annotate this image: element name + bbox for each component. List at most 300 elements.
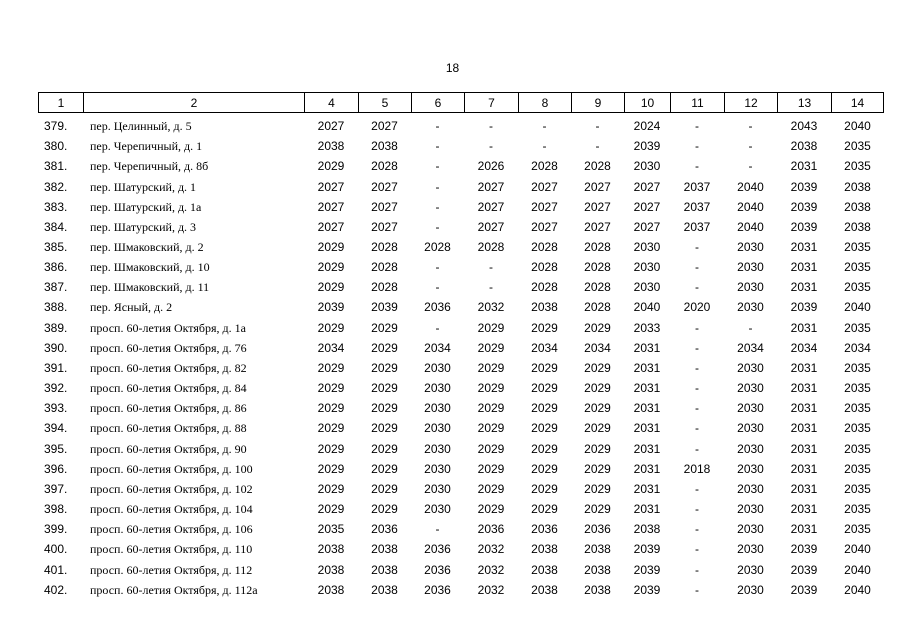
table-row (38, 156, 884, 176)
data-table (38, 92, 884, 597)
cell-col-5: 2038 (371, 582, 398, 597)
cell-col-8: 2034 (531, 340, 558, 355)
cell-col-6: 2030 (424, 360, 451, 375)
cell-col-9: 2029 (584, 461, 611, 476)
cell-col-8: 2029 (531, 401, 558, 416)
cell-col-12: 2030 (737, 582, 764, 597)
cell-col-7: 2032 (477, 542, 505, 557)
cell-col-8: 2036 (531, 522, 558, 537)
cell-col-5: 2029 (371, 481, 398, 496)
cell-col-6: 2030 (424, 401, 451, 416)
cell-col-6: - (435, 159, 440, 174)
cell-col-5: 2029 (371, 461, 398, 476)
cell-col-13: 2038 (790, 139, 818, 154)
cell-col-5: 2028 (371, 280, 398, 295)
address-cell: просп. 60-летия Октября, д. 104 (90, 502, 253, 517)
cell-col-9: 2028 (584, 260, 611, 275)
row-number: 385. (44, 240, 68, 255)
cell-col-14: 2040 (844, 300, 871, 315)
cell-col-6: - (435, 179, 440, 194)
cell-col-7: 2027 (477, 219, 505, 234)
table-row (38, 176, 884, 196)
cell-col-6: 2030 (424, 421, 451, 436)
cell-col-13: 2031 (790, 401, 818, 416)
cell-col-9: - (595, 139, 600, 154)
cell-col-11: 2037 (683, 219, 711, 234)
column-header-11: 11 (670, 93, 724, 112)
cell-col-11: - (695, 260, 699, 275)
cell-col-7: 2029 (477, 481, 505, 496)
cell-col-14: 2034 (844, 340, 871, 355)
cell-col-11: 2018 (683, 461, 711, 476)
cell-col-5: 2027 (371, 119, 398, 134)
cell-col-8: 2029 (531, 381, 558, 396)
cell-col-13: 2031 (790, 381, 818, 396)
cell-col-12: 2040 (737, 179, 764, 194)
column-header-1: 1 (38, 93, 83, 112)
cell-col-9: 2029 (584, 381, 611, 396)
cell-col-13: 2031 (790, 502, 818, 517)
cell-col-4: 2029 (317, 461, 345, 476)
row-number: 397. (44, 481, 68, 496)
cell-col-11: - (695, 481, 699, 496)
cell-col-12: 2030 (737, 522, 764, 537)
cell-col-14: 2035 (844, 481, 871, 496)
table-row (38, 459, 884, 479)
cell-col-10: 2031 (633, 421, 661, 436)
cell-col-14: 2035 (844, 240, 871, 255)
address-cell: просп. 60-летия Октября, д. 1а (90, 320, 246, 335)
cell-col-13: 2031 (790, 522, 818, 537)
row-number: 395. (44, 441, 68, 456)
cell-col-6: - (435, 260, 440, 275)
cell-col-14: 2035 (844, 260, 871, 275)
cell-col-7: 2029 (477, 320, 505, 335)
row-number: 400. (44, 542, 68, 557)
column-header-5: 5 (358, 93, 411, 112)
table-row (38, 237, 884, 257)
cell-col-5: 2029 (371, 401, 398, 416)
row-number: 394. (44, 421, 68, 436)
column-header-14: 14 (831, 93, 884, 112)
cell-col-5: 2027 (371, 179, 398, 194)
cell-col-12: 2030 (737, 421, 764, 436)
cell-col-12: 2030 (737, 381, 764, 396)
table-row (38, 136, 884, 156)
cell-col-8: 2029 (531, 481, 558, 496)
cell-col-5: 2028 (371, 240, 398, 255)
cell-col-6: - (435, 320, 440, 335)
table-row (38, 439, 884, 459)
cell-col-14: 2035 (844, 159, 871, 174)
cell-col-10: 2031 (633, 461, 661, 476)
cell-col-14: 2038 (844, 179, 871, 194)
table-row (38, 338, 884, 358)
cell-col-11: - (695, 280, 699, 295)
cell-col-10: 2027 (633, 179, 661, 194)
cell-col-9: 2029 (584, 481, 611, 496)
cell-col-8: 2027 (531, 219, 558, 234)
cell-col-11: - (695, 360, 699, 375)
row-number: 388. (44, 300, 68, 315)
cell-col-11: - (695, 240, 699, 255)
row-number: 382. (44, 179, 68, 194)
cell-col-8: 2029 (531, 360, 558, 375)
cell-col-7: - (489, 119, 493, 134)
cell-col-6: - (435, 119, 440, 134)
cell-col-4: 2035 (317, 522, 345, 537)
cell-col-4: 2029 (317, 401, 345, 416)
cell-col-6: - (435, 280, 440, 295)
cell-col-14: 2035 (844, 421, 871, 436)
cell-col-8: 2029 (531, 461, 558, 476)
row-number: 389. (44, 320, 68, 335)
cell-col-12: 2030 (737, 542, 764, 557)
cell-col-5: 2027 (371, 219, 398, 234)
cell-col-4: 2038 (317, 542, 345, 557)
cell-col-7: 2029 (477, 381, 505, 396)
table-row (38, 539, 884, 559)
column-header-4: 4 (304, 93, 358, 112)
cell-col-4: 2039 (317, 300, 345, 315)
cell-col-8: 2027 (531, 179, 558, 194)
cell-col-9: 2029 (584, 401, 611, 416)
address-cell: пер. Шмаковский, д. 2 (90, 240, 204, 255)
table-row (38, 559, 884, 579)
cell-col-10: 2039 (633, 139, 661, 154)
cell-col-13: 2031 (790, 461, 818, 476)
cell-col-10: 2031 (633, 401, 661, 416)
cell-col-10: 2027 (633, 199, 661, 214)
cell-col-7: 2029 (477, 360, 505, 375)
cell-col-7: 2029 (477, 502, 505, 517)
table-row (38, 499, 884, 519)
column-header-13: 13 (777, 93, 831, 112)
cell-col-11: - (695, 320, 699, 335)
cell-col-6: - (435, 522, 440, 537)
cell-col-7: 2032 (477, 582, 505, 597)
cell-col-6: - (435, 199, 440, 214)
cell-col-13: 2031 (790, 260, 818, 275)
row-number: 390. (44, 340, 68, 355)
cell-col-4: 2029 (317, 381, 345, 396)
cell-col-5: 2029 (371, 502, 398, 517)
cell-col-7: 2027 (477, 179, 505, 194)
cell-col-5: 2038 (371, 562, 398, 577)
cell-col-14: 2040 (844, 542, 871, 557)
cell-col-7: 2032 (477, 300, 505, 315)
cell-col-9: 2034 (584, 340, 611, 355)
cell-col-8: 2028 (531, 280, 558, 295)
address-cell: пер. Шатурский, д. 1а (90, 199, 202, 214)
row-number: 379. (44, 119, 68, 134)
cell-col-7: 2029 (477, 340, 505, 355)
cell-col-8: 2029 (531, 421, 558, 436)
cell-col-4: 2034 (317, 340, 345, 355)
cell-col-10: 2027 (633, 219, 661, 234)
table-row (38, 519, 884, 539)
cell-col-5: 2029 (371, 320, 398, 335)
cell-col-12: 2040 (737, 219, 764, 234)
address-cell: пер. Черепичный, д. 8б (90, 159, 209, 174)
page-number: 18 (445, 61, 460, 75)
cell-col-11: - (695, 159, 699, 174)
table-header-row (38, 92, 884, 113)
address-cell: просп. 60-летия Октября, д. 100 (90, 461, 253, 476)
cell-col-4: 2038 (317, 582, 345, 597)
cell-col-14: 2035 (844, 461, 871, 476)
row-number: 402. (44, 582, 68, 597)
cell-col-13: 2039 (790, 582, 818, 597)
cell-col-4: 2027 (317, 179, 345, 194)
cell-col-12: - (748, 139, 753, 154)
cell-col-13: 2039 (790, 179, 818, 194)
cell-col-8: - (542, 119, 547, 134)
table-row (38, 580, 884, 600)
row-number: 387. (44, 280, 68, 295)
cell-col-11: - (695, 340, 699, 355)
cell-col-4: 2029 (317, 502, 345, 517)
table-row (38, 318, 884, 338)
cell-col-9: 2029 (584, 502, 611, 517)
row-number: 401. (44, 562, 68, 577)
cell-col-14: 2040 (844, 119, 871, 134)
cell-col-12: 2030 (737, 441, 764, 456)
cell-col-9: 2028 (584, 159, 611, 174)
cell-col-8: 2029 (531, 441, 558, 456)
table-row (38, 418, 884, 438)
cell-col-14: 2035 (844, 360, 871, 375)
cell-col-4: 2027 (317, 119, 345, 134)
cell-col-11: - (695, 522, 699, 537)
cell-col-6: 2036 (424, 542, 451, 557)
cell-col-12: 2030 (737, 280, 764, 295)
address-cell: пер. Целинный, д. 5 (90, 119, 192, 134)
address-cell: пер. Шмаковский, д. 10 (90, 260, 210, 275)
cell-col-5: 2036 (371, 522, 398, 537)
cell-col-14: 2038 (844, 219, 871, 234)
cell-col-9: 2038 (584, 562, 611, 577)
cell-col-14: 2035 (844, 502, 871, 517)
cell-col-7: 2029 (477, 441, 505, 456)
cell-col-10: 2033 (633, 320, 661, 335)
cell-col-9: 2027 (584, 179, 611, 194)
cell-col-14: 2035 (844, 139, 871, 154)
cell-col-10: 2031 (633, 481, 661, 496)
address-cell: просп. 60-летия Октября, д. 112 (90, 562, 253, 577)
cell-col-10: 2030 (633, 260, 661, 275)
cell-col-4: 2038 (317, 562, 345, 577)
cell-col-5: 2028 (371, 260, 398, 275)
address-cell: пер. Шатурский, д. 3 (90, 219, 197, 234)
cell-col-7: 2032 (477, 562, 505, 577)
cell-col-10: 2031 (633, 502, 661, 517)
cell-col-6: 2034 (424, 340, 451, 355)
cell-col-13: 2031 (790, 280, 818, 295)
cell-col-5: 2039 (371, 300, 398, 315)
address-cell: просп. 60-летия Октября, д. 110 (90, 542, 253, 557)
cell-col-5: 2029 (371, 441, 398, 456)
cell-col-11: - (695, 119, 699, 134)
cell-col-8: 2038 (531, 582, 558, 597)
cell-col-10: 2040 (633, 300, 661, 315)
cell-col-9: 2027 (584, 219, 611, 234)
cell-col-14: 2035 (844, 320, 871, 335)
column-header-8: 8 (518, 93, 571, 112)
cell-col-7: 2036 (477, 522, 505, 537)
cell-col-14: 2040 (844, 562, 871, 577)
row-number: 384. (44, 219, 68, 234)
cell-col-6: 2030 (424, 502, 451, 517)
cell-col-8: 2028 (531, 260, 558, 275)
table-row (38, 257, 884, 277)
cell-col-5: 2038 (371, 542, 398, 557)
address-cell: просп. 60-летия Октября, д. 88 (90, 421, 247, 436)
cell-col-9: - (595, 119, 600, 134)
cell-col-4: 2029 (317, 240, 345, 255)
cell-col-4: 2029 (317, 280, 345, 295)
cell-col-6: 2036 (424, 562, 451, 577)
cell-col-8: 2028 (531, 240, 558, 255)
cell-col-11: 2037 (683, 199, 711, 214)
cell-col-13: 2031 (790, 481, 818, 496)
cell-col-7: 2029 (477, 401, 505, 416)
address-cell: просп. 60-летия Октября, д. 106 (90, 522, 253, 537)
cell-col-4: 2038 (317, 139, 345, 154)
cell-col-7: - (489, 280, 493, 295)
cell-col-13: 2031 (790, 360, 818, 375)
cell-col-4: 2029 (317, 360, 345, 375)
cell-col-9: 2028 (584, 300, 611, 315)
cell-col-7: - (489, 139, 493, 154)
address-cell: просп. 60-летия Октября, д. 102 (90, 481, 253, 496)
address-cell: просп. 60-летия Октября, д. 82 (90, 360, 247, 375)
cell-col-7: - (489, 260, 493, 275)
cell-col-11: - (695, 381, 699, 396)
cell-col-6: 2030 (424, 381, 451, 396)
cell-col-10: 2039 (633, 562, 661, 577)
cell-col-14: 2035 (844, 522, 871, 537)
row-number: 393. (44, 401, 68, 416)
table-row (38, 116, 884, 136)
cell-col-12: 2034 (737, 340, 764, 355)
cell-col-13: 2039 (790, 542, 818, 557)
cell-col-8: 2029 (531, 502, 558, 517)
cell-col-7: 2029 (477, 461, 505, 476)
address-cell: просп. 60-летия Октября, д. 112а (90, 582, 258, 597)
cell-col-4: 2029 (317, 441, 345, 456)
cell-col-12: 2030 (737, 481, 764, 496)
cell-col-9: 2029 (584, 441, 611, 456)
table-row (38, 358, 884, 378)
cell-col-4: 2029 (317, 260, 345, 275)
cell-col-11: 2037 (683, 179, 711, 194)
row-number: 386. (44, 260, 68, 275)
cell-col-14: 2035 (844, 401, 871, 416)
cell-col-5: 2028 (371, 159, 398, 174)
table-row (38, 277, 884, 297)
table-body (38, 116, 884, 600)
cell-col-8: 2028 (531, 159, 558, 174)
cell-col-10: 2038 (633, 522, 661, 537)
cell-col-14: 2035 (844, 441, 871, 456)
cell-col-5: 2027 (371, 199, 398, 214)
cell-col-11: - (695, 441, 699, 456)
row-number: 392. (44, 381, 68, 396)
cell-col-9: 2028 (584, 280, 611, 295)
cell-col-12: - (748, 119, 753, 134)
cell-col-6: - (435, 219, 440, 234)
cell-col-13: 2031 (790, 441, 818, 456)
cell-col-6: 2036 (424, 582, 451, 597)
cell-col-10: 2031 (633, 441, 661, 456)
cell-col-4: 2027 (317, 219, 345, 234)
cell-col-12: 2030 (737, 360, 764, 375)
address-cell: просп. 60-летия Октября, д. 84 (90, 381, 247, 396)
cell-col-13: 2043 (790, 119, 818, 134)
cell-col-12: - (748, 320, 753, 335)
cell-col-7: 2028 (477, 240, 505, 255)
cell-col-9: 2029 (584, 320, 611, 335)
cell-col-4: 2029 (317, 481, 345, 496)
cell-col-8: 2029 (531, 320, 558, 335)
cell-col-7: 2026 (477, 159, 505, 174)
table-row (38, 197, 884, 217)
cell-col-9: 2038 (584, 582, 611, 597)
cell-col-5: 2029 (371, 421, 398, 436)
cell-col-4: 2029 (317, 320, 345, 335)
cell-col-12: 2040 (737, 199, 764, 214)
cell-col-9: 2028 (584, 240, 611, 255)
cell-col-12: 2030 (737, 401, 764, 416)
cell-col-9: 2036 (584, 522, 611, 537)
cell-col-13: 2039 (790, 300, 818, 315)
cell-col-12: - (748, 159, 753, 174)
column-header-7: 7 (464, 93, 518, 112)
cell-col-13: 2039 (790, 562, 818, 577)
cell-col-11: - (695, 502, 699, 517)
cell-col-8: 2027 (531, 199, 558, 214)
cell-col-8: 2038 (531, 562, 558, 577)
row-number: 380. (44, 139, 68, 154)
table-row (38, 297, 884, 317)
cell-col-10: 2031 (633, 360, 661, 375)
cell-col-10: 2039 (633, 582, 661, 597)
cell-col-7: 2029 (477, 421, 505, 436)
cell-col-12: 2030 (737, 461, 764, 476)
cell-col-9: 2038 (584, 542, 611, 557)
cell-col-10: 2030 (633, 159, 661, 174)
cell-col-10: 2031 (633, 340, 661, 355)
cell-col-10: 2039 (633, 542, 661, 557)
column-header-10: 10 (624, 93, 670, 112)
column-header-6: 6 (411, 93, 464, 112)
cell-col-6: 2030 (424, 441, 451, 456)
cell-col-4: 2027 (317, 199, 345, 214)
cell-col-9: 2027 (584, 199, 611, 214)
cell-col-13: 2039 (790, 219, 818, 234)
address-cell: пер. Шмаковский, д. 11 (90, 280, 210, 295)
row-number: 399. (44, 522, 68, 537)
cell-col-5: 2029 (371, 360, 398, 375)
cell-col-9: 2029 (584, 360, 611, 375)
column-header-12: 12 (724, 93, 777, 112)
row-number: 381. (44, 159, 68, 174)
cell-col-5: 2029 (371, 381, 398, 396)
row-number: 396. (44, 461, 68, 476)
cell-col-12: 2030 (737, 502, 764, 517)
cell-col-14: 2035 (844, 280, 871, 295)
